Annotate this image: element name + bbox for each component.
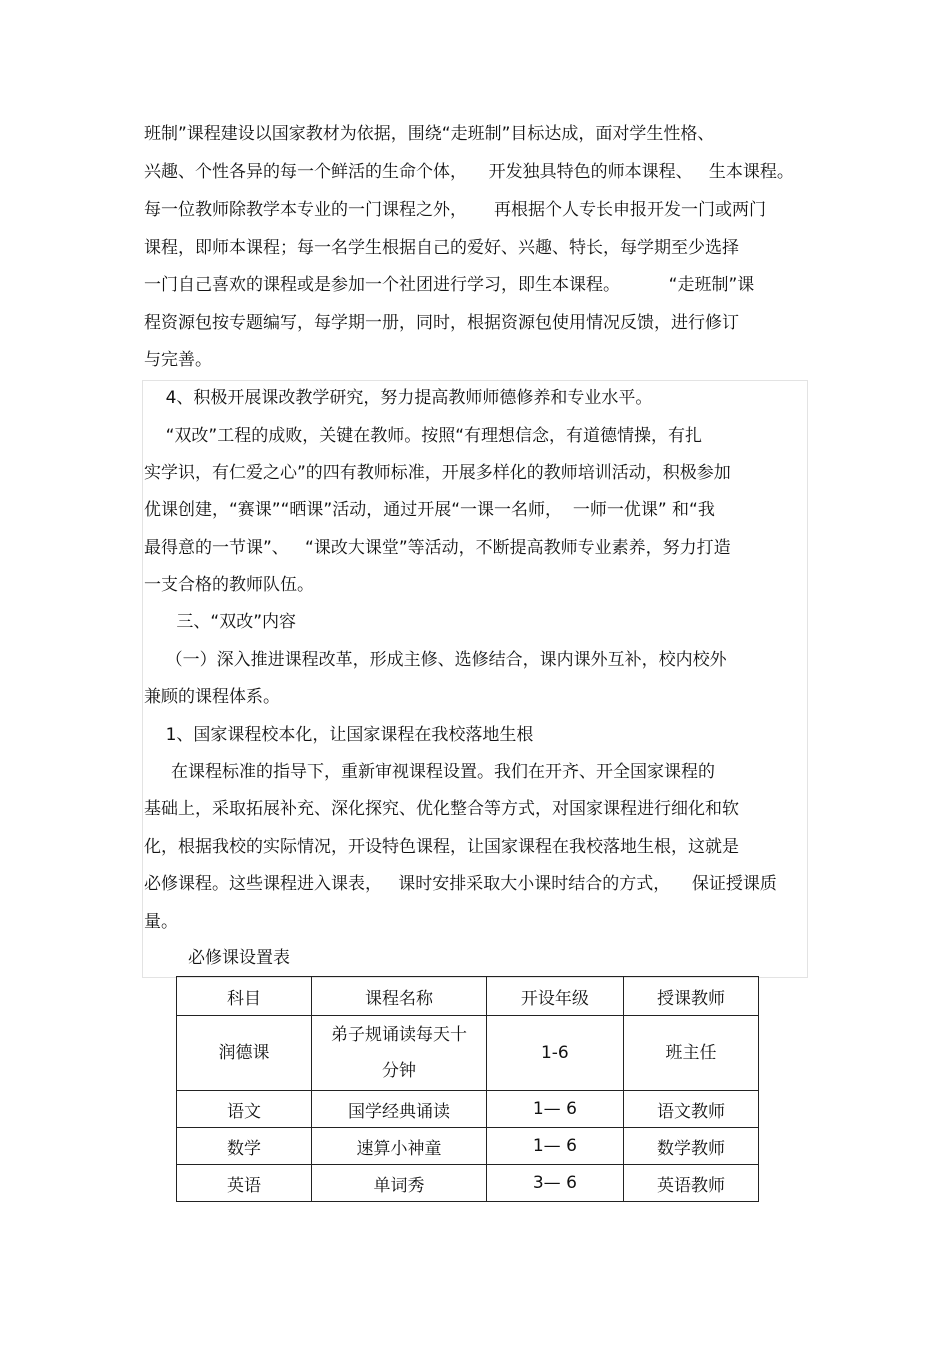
text-line: “双改”工程的成败，关键在教师。按照“有理想信念，有道德情操，有扎	[144, 426, 703, 446]
text-line: 与完善。	[144, 350, 212, 370]
cell-grade: 1-6	[486, 1016, 623, 1091]
text-line: 在课程标准的指导下，重新审视课程设置。我们在开齐、开全国家课程的	[144, 762, 716, 782]
cell-teacher: 英语教师	[623, 1165, 758, 1202]
cell-grade: 1— 6	[486, 1128, 623, 1165]
text-line: 优课创建，“赛课”“晒课”活动，通过开展“一课一名师， 一师一优课” 和“我	[144, 500, 715, 520]
text-line: 一支合格的教师队伍。	[144, 575, 314, 595]
table-row	[177, 1016, 759, 1091]
cell-subject: 数学	[177, 1128, 312, 1165]
text-line: 一门自己喜欢的课程或是参加一个社团进行学习，即生本课程。 “走班制”课	[144, 275, 755, 295]
text-line: 1、国家课程校本化，让国家课程在我校落地生根	[144, 725, 534, 745]
text-line: 程资源包按专题编写，每学期一册，同时，根据资源包使用情况反馈，进行修订	[144, 313, 739, 333]
cell-grade: 3— 6	[486, 1165, 623, 1202]
header-grade: 开设年级	[486, 977, 623, 1016]
text-line: 必修课程。这些课程进入课表， 课时安排采取大小课时结合的方式， 保证授课质	[144, 874, 777, 894]
table-row	[177, 1091, 759, 1128]
text-line: 班制”课程建设以国家教材为依据，围绕“走班制”目标达成，面对学生性格、	[144, 124, 715, 144]
text-line: 4、积极开展课改教学研究，努力提高教师师德修养和专业水平。	[144, 388, 653, 408]
cell-course-name: 国学经典诵读	[312, 1091, 487, 1128]
table-caption: 必修课设置表	[188, 948, 290, 968]
required-course-table	[176, 976, 759, 1202]
text-line: 课程，即师本课程；每一名学生根据自己的爱好、兴趣、特长，每学期至少选择	[144, 238, 739, 258]
cell-course-name-text: 弟子规诵读每天十分钟	[330, 1025, 467, 1081]
cell-teacher: 数学教师	[623, 1128, 758, 1165]
table-row	[177, 1128, 759, 1165]
text-line: 兴趣、个性各异的每一个鲜活的生命个体， 开发独具特色的师本课程、 生本课程。	[144, 162, 794, 182]
section-heading: 三、“双改”内容	[144, 612, 297, 632]
text-line: 量。	[144, 912, 178, 932]
text-line: （一）深入推进课程改革，形成主修、选修结合，课内课外互补，校内校外	[144, 650, 727, 670]
text-line: 化，根据我校的实际情况，开设特色课程，让国家课程在我校落地生根，这就是	[144, 837, 739, 857]
cell-subject: 英语	[177, 1165, 312, 1202]
cell-grade: 1— 6	[486, 1091, 623, 1128]
cell-teacher: 语文教师	[623, 1091, 758, 1128]
cell-course-name	[312, 1016, 487, 1091]
text-line: 兼顾的课程体系。	[144, 687, 280, 707]
text-line: 基础上，采取拓展补充、深化探究、优化整合等方式，对国家课程进行细化和软	[144, 799, 739, 819]
header-teacher: 授课教师	[623, 977, 758, 1016]
text-line: 最得意的一节课”、 “课改大课堂”等活动，不断提高教师专业素养，努力打造	[144, 538, 731, 558]
cell-subject: 语文	[177, 1091, 312, 1128]
text-line: 实学识，有仁爱之心”的四有教师标准，开展多样化的教师培训活动，积极参加	[144, 463, 731, 483]
cell-teacher: 班主任	[623, 1016, 758, 1091]
table-header-row	[177, 977, 759, 1016]
text-line: 每一位教师除教学本专业的一门课程之外， 再根据个人专长申报开发一门或两门	[144, 200, 767, 220]
cell-subject: 润德课	[177, 1016, 312, 1091]
header-subject: 科目	[177, 977, 312, 1016]
cell-course-name: 速算小神童	[312, 1128, 487, 1165]
header-course-name: 课程名称	[312, 977, 487, 1016]
cell-course-name: 单词秀	[312, 1165, 487, 1202]
table-row	[177, 1165, 759, 1202]
